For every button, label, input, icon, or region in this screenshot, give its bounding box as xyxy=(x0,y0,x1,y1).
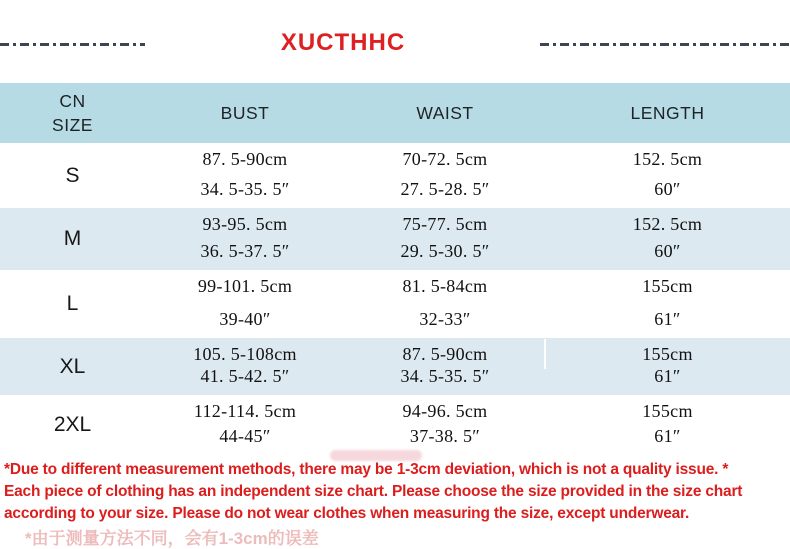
size-row-s xyxy=(0,143,790,208)
col-header-size-line1: CN xyxy=(59,91,86,111)
row-l-bust xyxy=(145,270,345,338)
row-l-waist-in: 32-33″ xyxy=(419,309,471,329)
size-row-2xl xyxy=(0,395,790,455)
row-l-length-cm: 155cm xyxy=(642,276,693,296)
row-2xl-waist-in: 37-38. 5″ xyxy=(409,426,481,446)
row-m-length-cm: 152. 5cm xyxy=(632,214,703,234)
row-l-bust-cm: 99-101. 5cm xyxy=(197,276,293,296)
row-m-bust xyxy=(145,208,345,270)
col-header-bust: BUST xyxy=(220,102,270,123)
row-s-bust-cm: 87. 5-90cm xyxy=(202,149,288,169)
row-l-length xyxy=(545,270,790,338)
row-s-size: S xyxy=(65,163,80,187)
row-m-waist-cm: 75-77. 5cm xyxy=(402,214,488,234)
row-m-bust-cm: 93-95. 5cm xyxy=(202,214,288,234)
row-xl-bust xyxy=(145,338,345,395)
row-s-length-in: 60″ xyxy=(654,179,681,199)
disclaimer-line-3: according to your size. Please do not wear clothes when measuring the size, except underwear. xyxy=(4,505,690,522)
size-row-l xyxy=(0,270,790,338)
row-s-waist-in: 27. 5-28. 5″ xyxy=(400,179,490,199)
row-2xl-size: 2XL xyxy=(53,413,92,436)
row-m-size: M xyxy=(63,227,82,250)
col-header-size-line2: SIZE xyxy=(52,115,93,135)
size-table xyxy=(0,83,790,455)
size-row-m xyxy=(0,208,790,270)
row-2xl-waist xyxy=(345,395,545,455)
row-xl-bust-in: 41. 5-42. 5″ xyxy=(200,366,290,386)
row-xl-length-in: 61″ xyxy=(654,366,681,386)
row-l-bust-in: 39-40″ xyxy=(219,309,271,329)
col-header-length: LENGTH xyxy=(630,102,705,123)
row-s-length xyxy=(545,143,790,208)
row-xl-waist-cm: 87. 5-90cm xyxy=(402,344,488,364)
size-row-xl xyxy=(0,338,790,395)
row-2xl-bust xyxy=(145,395,345,455)
row-2xl-length-cm: 155cm xyxy=(642,401,693,421)
row-2xl-bust-cm: 112-114. 5cm xyxy=(193,401,297,421)
row-s-waist-cm: 70-72. 5cm xyxy=(402,149,488,169)
left-dash-divider xyxy=(0,43,145,46)
row-m-waist xyxy=(345,208,545,270)
row-m-length-in: 60″ xyxy=(654,241,681,261)
row-l-waist xyxy=(345,270,545,338)
disclaimer-line-1: *Due to different measurement methods, there may be 1-3cm deviation, which is not a quality issue. * xyxy=(4,461,729,478)
right-dash-divider xyxy=(540,43,790,46)
cell-border-artifact xyxy=(544,339,546,369)
row-m-bust-in: 36. 5-37. 5″ xyxy=(200,241,290,261)
clipped-chinese-note: *由于测量方法不同，会有1-3cm的误差 xyxy=(25,529,319,548)
row-2xl-length-in: 61″ xyxy=(654,426,681,446)
row-l-length-in: 61″ xyxy=(654,309,681,329)
col-header-size xyxy=(0,83,145,143)
measurement-disclaimer xyxy=(4,459,788,525)
row-s-length-cm: 152. 5cm xyxy=(632,149,703,169)
row-s-waist xyxy=(345,143,545,208)
table-header-row xyxy=(0,83,790,143)
brand-title: XUCTHHC xyxy=(280,29,406,56)
row-s-bust xyxy=(145,143,345,208)
row-l-waist-cm: 81. 5-84cm xyxy=(402,276,488,296)
row-2xl-length xyxy=(545,395,790,455)
row-xl-waist xyxy=(345,338,545,395)
row-xl-waist-in: 34. 5-35. 5″ xyxy=(400,366,490,386)
row-xl-length-cm: 155cm xyxy=(642,344,693,364)
row-xl-size: XL xyxy=(59,354,86,378)
row-s-bust-in: 34. 5-35. 5″ xyxy=(200,179,290,199)
col-header-waist: WAIST xyxy=(416,102,474,123)
row-2xl-waist-cm: 94-96. 5cm xyxy=(402,401,488,421)
row-xl-bust-cm: 105. 5-108cm xyxy=(193,344,297,364)
row-m-waist-in: 29. 5-30. 5″ xyxy=(400,241,490,261)
row-l-size: L xyxy=(66,292,79,315)
row-xl-length xyxy=(545,338,790,395)
row-2xl-bust-in: 44-45″ xyxy=(219,426,271,446)
disclaimer-line-2: Each piece of clothing has an independent size chart. Please choose the size provided in the size chart xyxy=(4,483,743,500)
row-m-length xyxy=(545,208,790,270)
